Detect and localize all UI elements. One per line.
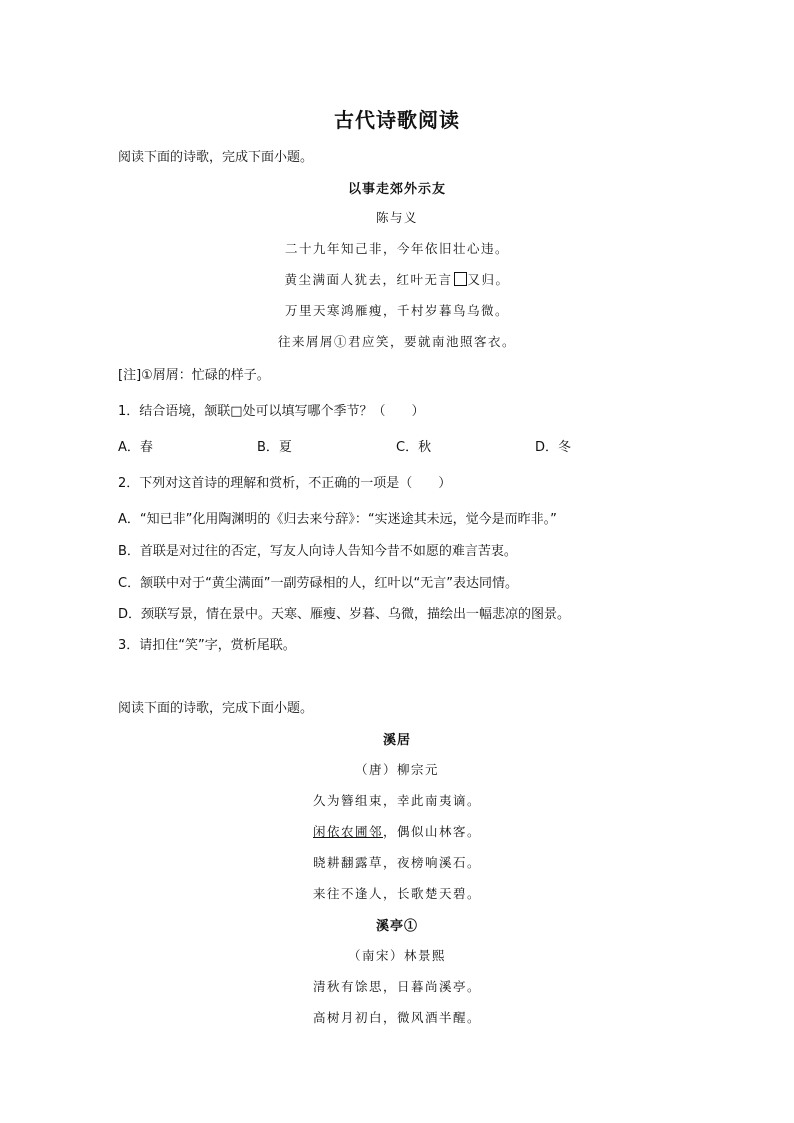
page-title: 古代诗歌阅读 xyxy=(334,108,460,132)
poem1-line xyxy=(0,822,794,840)
question-1: 1．结合语境，颔联□处可以填写哪个季节？（ ） xyxy=(118,404,425,419)
poem-line xyxy=(0,270,794,288)
poem2-line: 高树月初白，微风酒半醒。 xyxy=(312,1010,481,1025)
poem-line-part: 又归。 xyxy=(467,272,510,287)
poem-line: 往来屑屑①君应笑，要就南池照客衣。 xyxy=(277,334,516,349)
q1-option-c: C．秋 xyxy=(396,440,432,455)
question-2: 2．下列对这首诗的理解和赏析，不正确的一项是（ ） xyxy=(118,476,452,491)
q2-option-c: C．颔联中对于“黄尘满面”一副劳碌相的人，红叶以“无言”表达同情。 xyxy=(118,576,519,591)
q1-option-a: A．春 xyxy=(118,440,153,455)
note: [注]①屑屑：忙碌的样子。 xyxy=(118,368,270,383)
poem1-author: （唐）柳宗元 xyxy=(354,762,439,777)
poem2-title: 溪亭① xyxy=(375,919,418,934)
poem2-author: （南宋）林景熙 xyxy=(347,948,446,963)
poem2-line: 清秋有馀思，日暮尚溪亭。 xyxy=(312,979,481,994)
poem1-line: 晓耕翻露草，夜榜响溪石。 xyxy=(312,855,481,870)
poem1-title: 溪居 xyxy=(382,733,411,748)
poem-line-part: ，偶似山林客。 xyxy=(383,824,482,839)
q2-option-b: B．首联是对过往的否定，写友人向诗人告知今昔不如愿的难言苦衷。 xyxy=(118,544,517,559)
poem1-line: 久为簪组束，幸此南夷谪。 xyxy=(312,793,481,808)
poem-line-part: 黄尘满面人犹去，红叶无言 xyxy=(284,272,453,287)
q2-option-a: A．“知已非”化用陶渊明的《归去来兮辞》：“实迷途其未远，觉今是而昨非。” xyxy=(118,512,557,527)
q2-option-d: D．颈联写景，情在景中。天寒、雁瘦、岁暮、乌微，描绘出一幅悲凉的图景。 xyxy=(118,607,571,622)
question-3: 3．请扣住“笑”字，赏析尾联。 xyxy=(118,638,296,653)
poem-line: 二十九年知己非，今年依旧壮心违。 xyxy=(284,241,509,256)
q1-option-b: B．夏 xyxy=(257,440,292,455)
section1-instruction: 阅读下面的诗歌，完成下面小题。 xyxy=(118,150,314,165)
q1-option-d: D．冬 xyxy=(535,440,572,455)
poem1-line: 来往不逢人，长歌楚天碧。 xyxy=(312,886,481,901)
blank-box xyxy=(454,272,467,286)
underlined-phrase: 闲依农圃邻 xyxy=(312,824,383,839)
section2-instruction: 阅读下面的诗歌，完成下面小题。 xyxy=(118,701,314,716)
poem-author: 陈与义 xyxy=(375,210,418,225)
poem-title: 以事走郊外示友 xyxy=(347,182,446,197)
poem-line: 万里天寒鸿雁瘦，千村岁暮鸟乌微。 xyxy=(284,303,509,318)
